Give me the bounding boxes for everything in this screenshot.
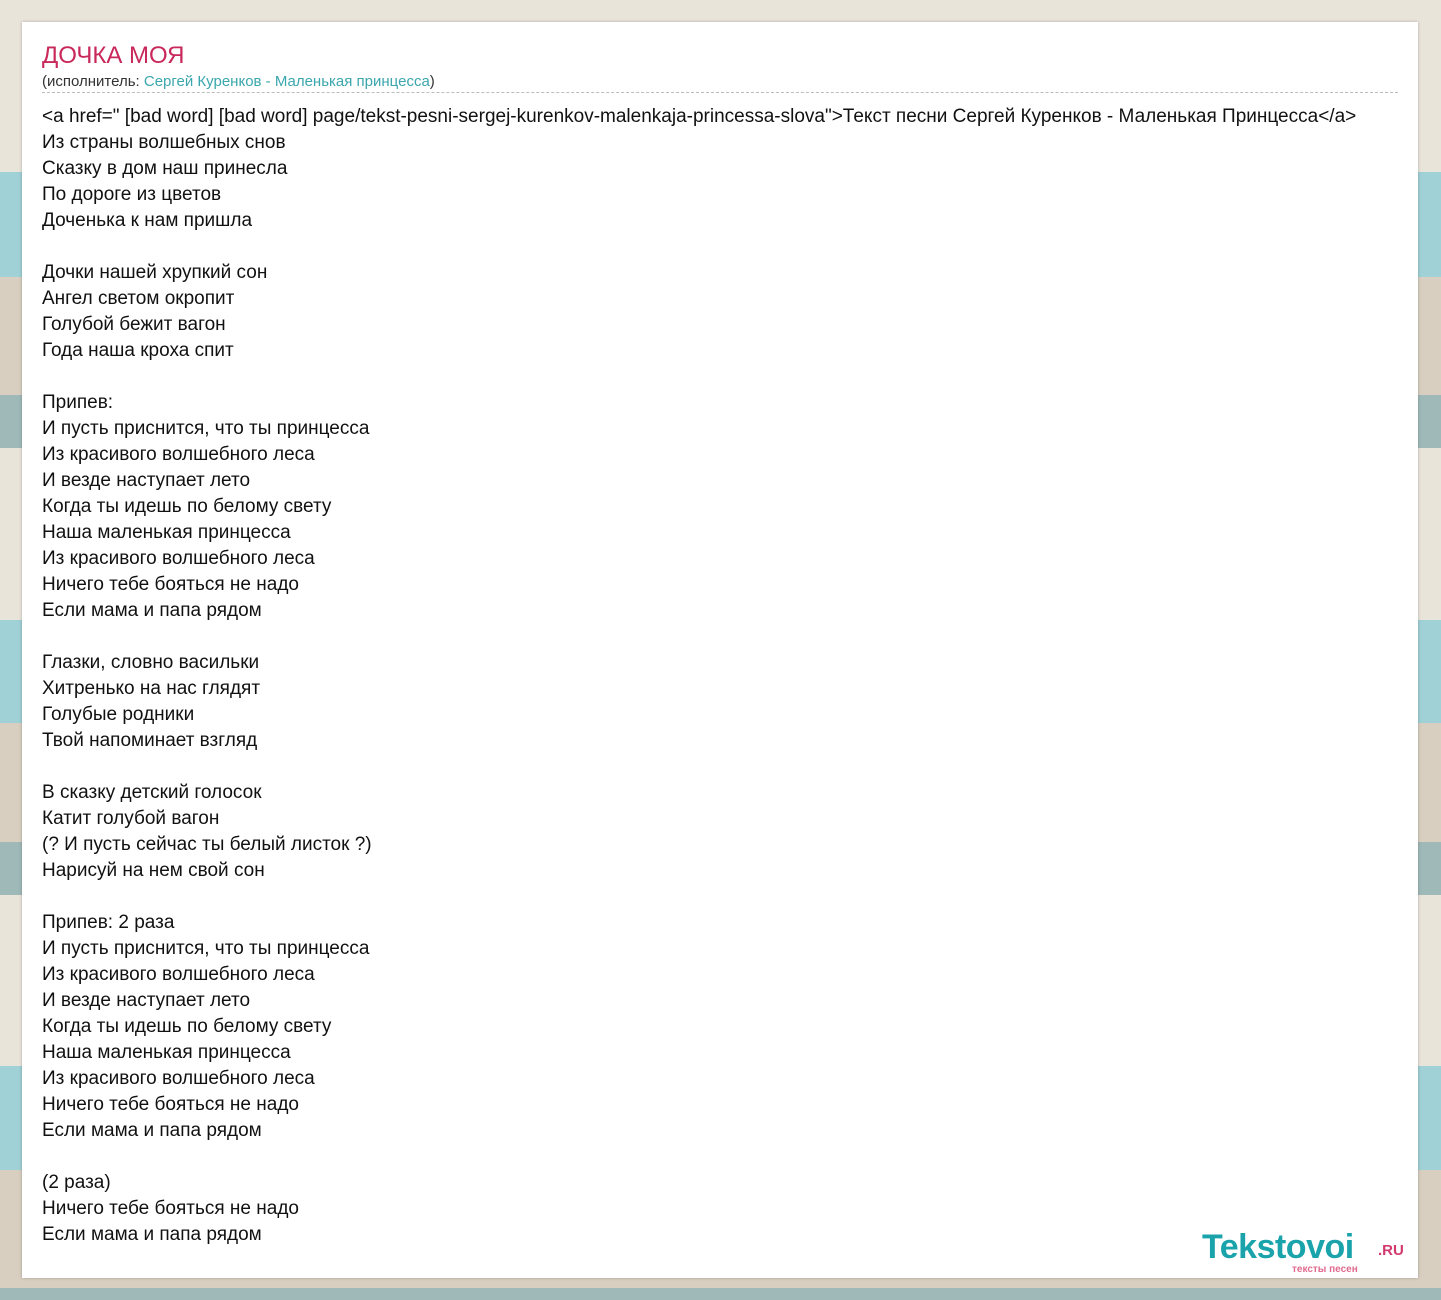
- lyric-line: Если мама и папа рядом: [42, 600, 262, 621]
- lyric-line: Из страны волшебных снов: [42, 132, 286, 153]
- lyric-line: (? И пусть сейчас ты белый листок ?): [42, 834, 372, 855]
- lyric-line: Когда ты идешь по белому свету: [42, 496, 332, 517]
- lyric-line: Глазки, словно васильки: [42, 652, 260, 673]
- lyric-line: Нарисуй на нем свой сон: [42, 860, 265, 881]
- logo-tagline: тексты песен: [1292, 1264, 1358, 1275]
- lyric-line: Припев:: [42, 392, 114, 413]
- lyric-line: Из красивого волшебного леса: [42, 548, 315, 569]
- lyric-line: И везде наступает лето: [42, 470, 251, 491]
- lyric-line: [42, 1144, 1418, 1170]
- lyrics-card: [22, 22, 1418, 1278]
- lyric-line: Ангел светом окропит: [42, 288, 235, 309]
- lyric-line: Голубой бежит вагон: [42, 314, 226, 335]
- performer-line: [42, 72, 1398, 93]
- lyric-line: [42, 234, 1418, 260]
- lyric-line: И пусть приснится, что ты принцесса: [42, 418, 370, 439]
- lyric-line: Ничего тебе бояться не надо: [42, 1094, 299, 1115]
- lyric-line: [42, 624, 1418, 650]
- lyric-line: И пусть приснится, что ты принцесса: [42, 938, 370, 959]
- lyric-line: Сказку в дом наш принесла: [42, 158, 288, 179]
- lyric-line: [42, 884, 1418, 910]
- lyric-line: Дочки нашей хрупкий сон: [42, 262, 268, 283]
- lyric-line: Твой напоминает взгляд: [42, 730, 258, 751]
- performer-link[interactable]: Сергей Куренков - Маленькая принцесса: [143, 73, 430, 90]
- lyric-line: Катит голубой вагон: [42, 808, 220, 829]
- lyric-line: Года наша кроха спит: [42, 340, 234, 361]
- lyric-line: Хитренько на нас глядят: [42, 678, 261, 699]
- lyric-line: В сказку детский голосок: [42, 782, 262, 803]
- lyric-line: <a href=" [bad word] [bad word] page/tekst-pesni-sergej-kurenkov-malenkaja-princessa-slova">Текст песни Сергей Куренков - Маленькая Принцесса</a>: [42, 106, 1357, 127]
- site-logo[interactable]: [1200, 1228, 1410, 1276]
- lyric-line: [42, 754, 1418, 780]
- song-title: ДОЧКА МОЯ: [42, 42, 185, 69]
- logo-wordmark: Tekstovoi: [1202, 1228, 1354, 1266]
- lyric-line: Из красивого волшебного леса: [42, 444, 315, 465]
- lyric-line: Доченька к нам пришла: [42, 210, 253, 231]
- lyrics-text: [42, 104, 1418, 1248]
- lyric-line: Ничего тебе бояться не надо: [42, 574, 299, 595]
- lyric-line: По дороге из цветов: [42, 184, 222, 205]
- lyric-line: Из красивого волшебного леса: [42, 1068, 315, 1089]
- lyric-line: Наша маленькая принцесса: [42, 1042, 291, 1063]
- lyric-line: И везде наступает лето: [42, 990, 251, 1011]
- logo-domain: .RU: [1378, 1242, 1404, 1259]
- lyric-line: Голубые родники: [42, 704, 195, 725]
- lyric-line: Если мама и папа рядом: [42, 1224, 262, 1245]
- lyric-line: Когда ты идешь по белому свету: [42, 1016, 332, 1037]
- lyric-line: Если мама и папа рядом: [42, 1120, 262, 1141]
- lyric-line: Ничего тебе бояться не надо: [42, 1198, 299, 1219]
- lyric-line: Припев: 2 раза: [42, 912, 175, 933]
- lyric-line: [42, 364, 1418, 390]
- lyric-line: Из красивого волшебного леса: [42, 964, 315, 985]
- performer-suffix: ): [429, 73, 435, 90]
- performer-prefix: (исполнитель:: [42, 73, 144, 90]
- lyric-line: Наша маленькая принцесса: [42, 522, 291, 543]
- lyric-line: (2 раза): [42, 1172, 111, 1193]
